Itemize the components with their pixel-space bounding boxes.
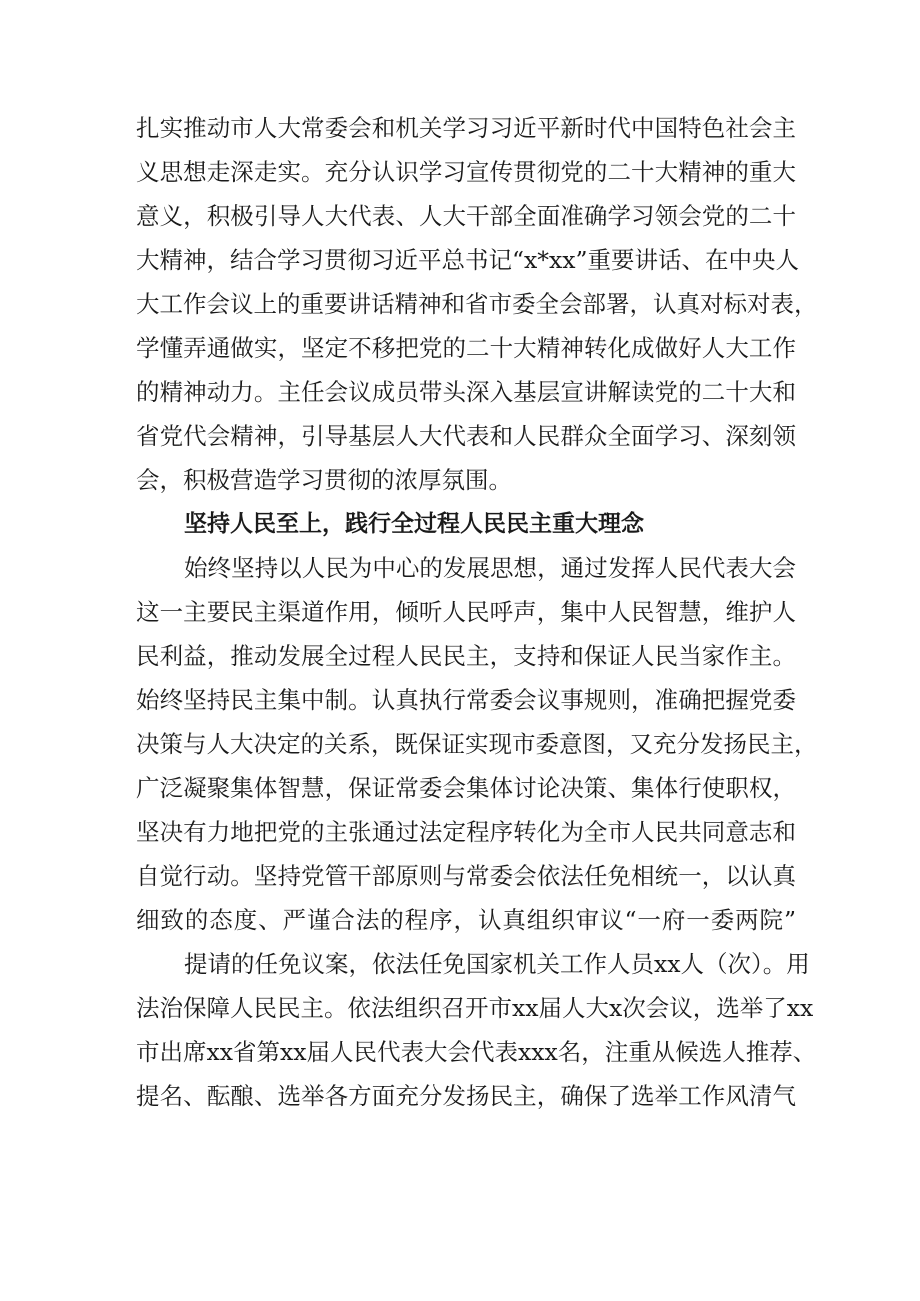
paragraph-line: 省党代会精神，引导基层人大代表和人民群众全面学习、深刻领 bbox=[136, 422, 796, 450]
paragraph-line: 大精神，结合学习贯彻习近平总书记“x*xx”重要讲话、在中央人 bbox=[136, 246, 800, 274]
paragraph-line: 提请的任免议案，依法任免国家机关工作人员xx人（次）。用 bbox=[184, 950, 810, 978]
paragraph-line: 提名、酝酿、选举各方面充分发扬民主，确保了选举工作风清气 bbox=[136, 1082, 796, 1110]
paragraph-line: 市出席xx省第xx届人民代表大会代表xxx名，注重从候选人推荐、 bbox=[136, 1038, 817, 1066]
paragraph-line: 始终坚持以人民为中心的发展思想，通过发挥人民代表大会 bbox=[184, 554, 796, 582]
paragraph-line: 扎实推动市人大常委会和机关学习习近平新时代中国特色社会主 bbox=[136, 114, 796, 142]
paragraph-line: 广泛凝聚集体智慧，保证常委会集体讨论决策、集体行使职权， bbox=[136, 774, 796, 802]
paragraph-line: 义思想走深走实。充分认识学习宣传贯彻党的二十大精神的重大 bbox=[136, 158, 796, 186]
section-heading: 坚持人民至上，践行全过程人民民主重大理念 bbox=[184, 511, 644, 537]
paragraph-line: 学懂弄通做实，坚定不移把党的二十大精神转化成做好人大工作 bbox=[136, 334, 796, 362]
paragraph-line: 自觉行动。坚持党管干部原则与常委会依法任免相统一，以认真 bbox=[136, 862, 796, 890]
paragraph-line: 始终坚持民主集中制。认真执行常委会议事规则，准确把握党委 bbox=[136, 686, 796, 714]
paragraph-line: 法治保障人民民主。依法组织召开市xx届人大x次会议，选举了xx bbox=[136, 994, 814, 1022]
paragraph-line: 会，积极营造学习贯彻的浓厚氛围。 bbox=[136, 466, 512, 494]
paragraph-line: 决策与人大决定的关系，既保证实现市委意图，又充分发扬民主， bbox=[136, 730, 818, 758]
paragraph-line: 大工作会议上的重要讲话精神和省市委全会部署，认真对标对表， bbox=[136, 290, 818, 318]
paragraph-line: 坚决有力地把党的主张通过法定程序转化为全市人民共同意志和 bbox=[136, 818, 796, 846]
paragraph-line: 细致的态度、严谨合法的程序，认真组织审议“一府一委两院” bbox=[136, 906, 796, 934]
paragraph-line: 意义，积极引导人大代表、人大干部全面准确学习领会党的二十 bbox=[136, 202, 796, 230]
paragraph-line: 的精神动力。主任会议成员带头深入基层宣讲解读党的二十大和 bbox=[136, 378, 796, 406]
paragraph-line: 民利益，推动发展全过程人民民主，支持和保证人民当家作主。 bbox=[136, 642, 796, 670]
paragraph-line: 这一主要民主渠道作用，倾听人民呼声，集中人民智慧，维护人 bbox=[136, 598, 796, 626]
